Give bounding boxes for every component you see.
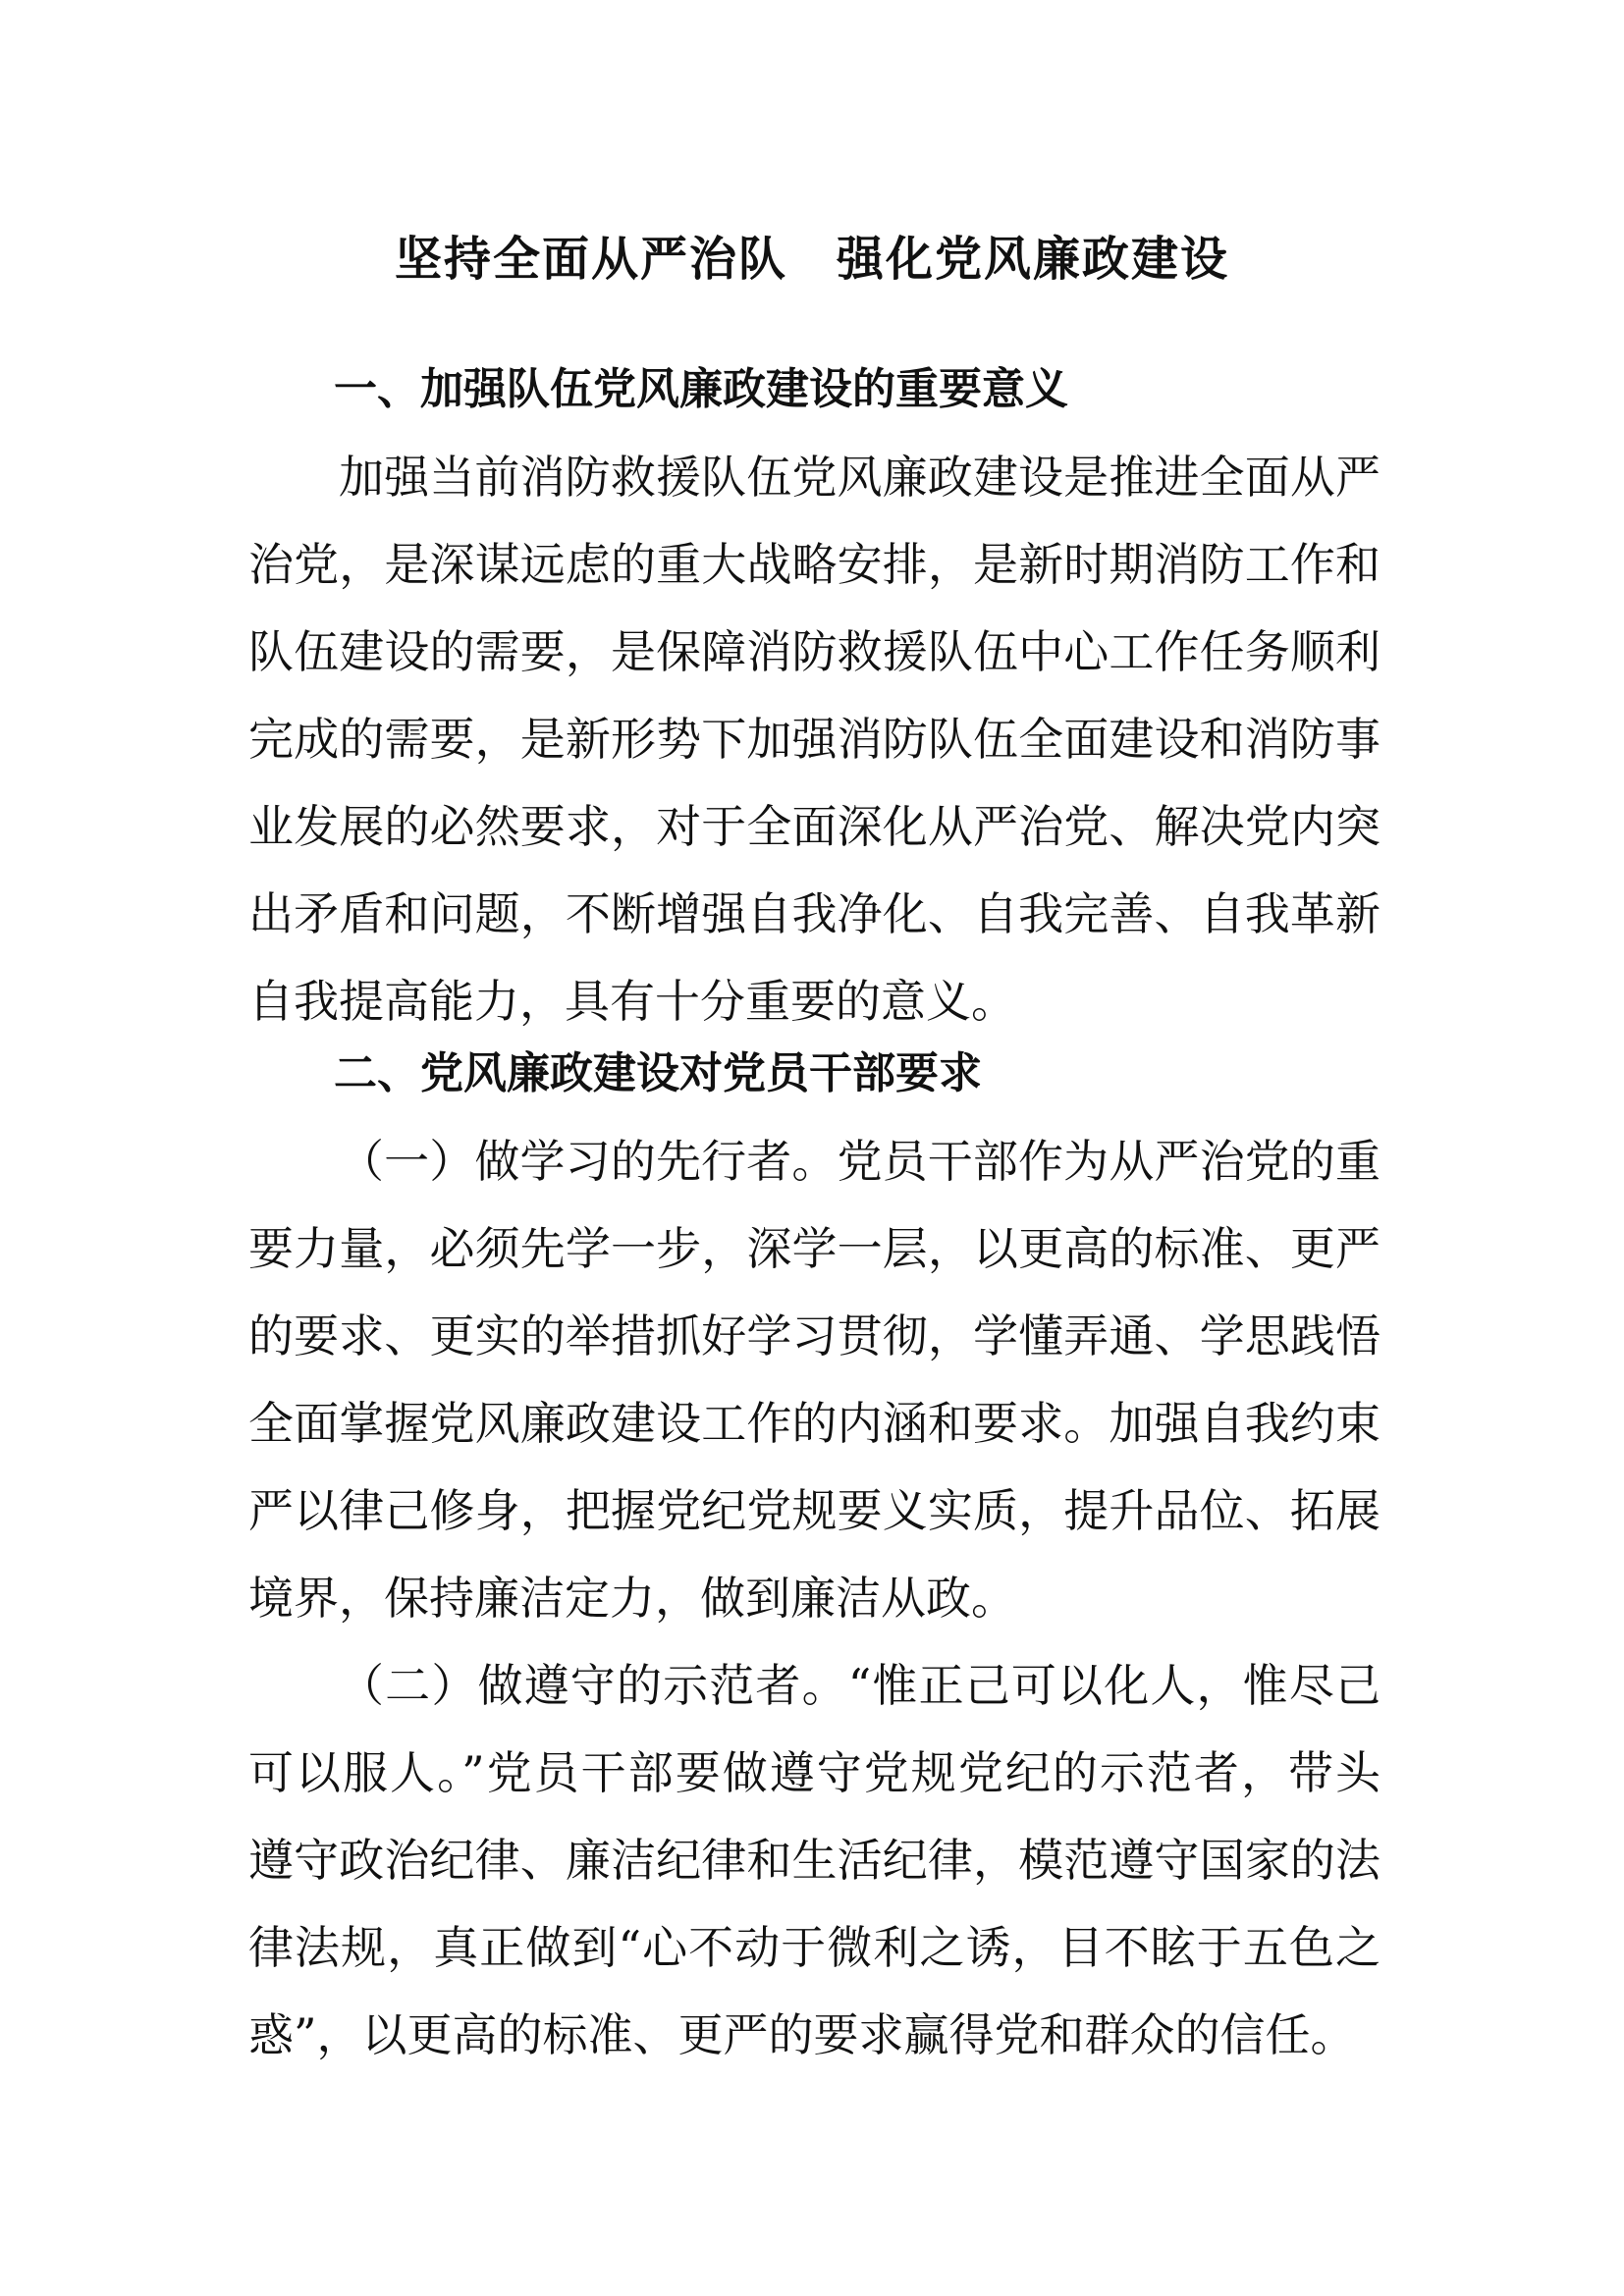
paragraph-line: 可以服人。”党员干部要做遵守党规党纪的示范者，带头 [248, 1746, 1380, 1799]
paragraph-line: 严以律己修身，把握党纪党规要义实质，提升品位、拓展 [248, 1484, 1380, 1537]
paragraph-line: 遵守政治纪律、廉洁纪律和生活纪律，模范遵守国家的法 [248, 1834, 1380, 1887]
paragraph-line: 治党，是深谋远虑的重大战略安排，是新时期消防工作和 [248, 538, 1380, 591]
paragraph-line: 出矛盾和问题，不断增强自我净化、自我完善、自我革新 [248, 887, 1380, 940]
paragraph-line: 要力量，必须先学一步，深学一层，以更高的标准、更严 [248, 1222, 1380, 1275]
paragraph-line: 惑”，以更高的标准、更严的要求赢得党和群众的信任。 [248, 2008, 1356, 2061]
paragraph-line: 境界，保持廉洁定力，做到廉洁从政。 [248, 1572, 1016, 1625]
paragraph-line: （一）做学习的先行者。党员干部作为从严治党的重 [339, 1135, 1380, 1188]
section-heading-1: 一、加强队伍党风廉政建设的重要意义 [334, 364, 1068, 414]
paragraph-line: 律法规，真正做到“心不动于微利之诱，目不眩于五色之 [248, 1921, 1380, 1974]
paragraph-line: 加强当前消防救援队伍党风廉政建设是推进全面从严 [339, 451, 1380, 504]
paragraph-line: 完成的需要，是新形势下加强消防队伍全面建设和消防事 [248, 713, 1380, 766]
document-title: 坚持全面从严治队 强化党风廉政建设 [394, 232, 1229, 287]
paragraph-line: 全面掌握党风廉政建设工作的内涵和要求。加强自我约束 [248, 1397, 1380, 1450]
paragraph-line: （二）做遵守的示范者。“惟正己可以化人，惟尽己 [339, 1659, 1380, 1712]
section-heading-2: 二、党风廉政建设对党员干部要求 [334, 1048, 982, 1098]
paragraph-line: 业发展的必然要求，对于全面深化从严治党、解决党内突 [248, 800, 1380, 853]
paragraph-line: 的要求、更实的举措抓好学习贯彻，学懂弄通、学思践悟 [248, 1309, 1380, 1362]
paragraph-line: 队伍建设的需要，是保障消防救援队伍中心工作任务顺利 [248, 625, 1380, 678]
paragraph-line: 自我提高能力，具有十分重要的意义。 [248, 975, 1016, 1028]
